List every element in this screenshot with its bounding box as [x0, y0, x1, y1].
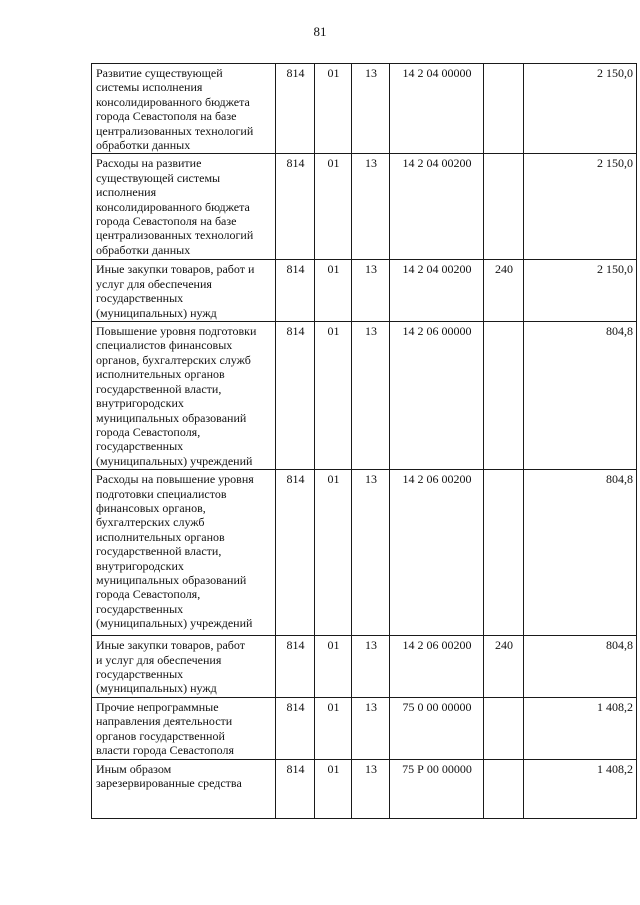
cell-program-code: 814 — [276, 759, 315, 818]
cell-name-line: государственных — [96, 291, 184, 306]
cell-name-line: города Севастополя на базе — [96, 109, 237, 124]
cell-expense-type — [484, 759, 524, 818]
page-number: 81 — [313, 24, 327, 39]
cell-name-line: внутригородских — [96, 396, 184, 411]
cell-name-line: подготовки специалистов — [96, 486, 227, 501]
cell-name-line: Повышение уровня подготовки — [96, 324, 257, 339]
cell-section: 01 — [315, 154, 352, 260]
cell-program-code: 814 — [276, 154, 315, 260]
table-row — [92, 64, 637, 154]
table-row — [92, 322, 637, 470]
cell-name-line: обработки данных — [96, 242, 191, 257]
cell-name-line: Расходы на развитие — [96, 156, 202, 171]
cell-expense-type — [484, 697, 524, 759]
cell-name-line: Прочие непрограммные — [96, 699, 219, 714]
cell-name-line: органов, бухгалтерских служб — [96, 352, 251, 367]
cell-subsection: 13 — [352, 64, 390, 154]
table-row — [92, 697, 637, 759]
cell-program-code: 814 — [276, 636, 315, 698]
cell-name-line: (муниципальных) нужд — [96, 305, 217, 320]
cell-name-line: муниципальных образований — [96, 410, 247, 425]
table-row — [92, 470, 637, 636]
cell-subsection: 13 — [352, 636, 390, 698]
cell-name-line: централизованных технологий — [96, 123, 254, 138]
cell-name-line: Иные закупки товаров, работ — [96, 638, 245, 653]
cell-program-code: 814 — [276, 697, 315, 759]
cell-amount: 2 150,0 — [524, 260, 637, 322]
cell-program-code: 814 — [276, 64, 315, 154]
cell-article: 14 2 06 00200 — [390, 470, 484, 636]
cell-expense-type: 240 — [484, 260, 524, 322]
cell-section: 01 — [315, 64, 352, 154]
cell-name-line: Иным образом — [96, 761, 172, 776]
cell-name-line: исполнительных органов — [96, 367, 225, 382]
cell-name — [92, 260, 276, 322]
cell-article: 75 0 00 00000 — [390, 697, 484, 759]
cell-subsection: 13 — [352, 759, 390, 818]
cell-name — [92, 470, 276, 636]
cell-name-line: зарезервированные средства — [96, 776, 242, 791]
cell-subsection: 13 — [352, 260, 390, 322]
cell-name-line: государственных — [96, 439, 184, 454]
cell-name — [92, 154, 276, 260]
cell-expense-type — [484, 154, 524, 260]
cell-amount: 804,8 — [524, 322, 637, 470]
cell-name-line: услуг для обеспечения — [96, 276, 212, 291]
cell-name-line: (муниципальных) учреждений — [96, 453, 253, 468]
cell-name-line: консолидированного бюджета — [96, 199, 250, 214]
cell-name-line: Иные закупки товаров, работ и — [96, 262, 255, 277]
cell-expense-type — [484, 470, 524, 636]
cell-section: 01 — [315, 636, 352, 698]
cell-section: 01 — [315, 697, 352, 759]
cell-name — [92, 64, 276, 154]
cell-name — [92, 697, 276, 759]
cell-name-line: и услуг для обеспечения — [96, 652, 222, 667]
table-row — [92, 154, 637, 260]
cell-expense-type — [484, 64, 524, 154]
table-row — [92, 260, 637, 322]
cell-expense-type — [484, 322, 524, 470]
cell-name-line: централизованных технологий — [96, 228, 254, 243]
cell-expense-type: 240 — [484, 636, 524, 698]
cell-name-line: города Севастополя, — [96, 587, 201, 602]
cell-article: 75 Р 00 00000 — [390, 759, 484, 818]
cell-name-line: государственной власти, — [96, 381, 222, 396]
cell-name-line: специалистов финансовых — [96, 338, 233, 353]
cell-name-line: государственных — [96, 666, 184, 681]
cell-name-line: (муниципальных) учреждений — [96, 616, 253, 631]
cell-article: 14 2 06 00000 — [390, 322, 484, 470]
cell-article: 14 2 04 00200 — [390, 260, 484, 322]
cell-name-line: муниципальных образований — [96, 572, 247, 587]
cell-name — [92, 322, 276, 470]
cell-amount: 2 150,0 — [524, 64, 637, 154]
cell-article: 14 2 04 00000 — [390, 64, 484, 154]
cell-name-line: консолидированного бюджета — [96, 94, 250, 109]
cell-name — [92, 759, 276, 818]
cell-amount: 1 408,2 — [524, 697, 637, 759]
cell-name-line: существующей системы — [96, 170, 221, 185]
cell-name-line: исполнительных органов — [96, 529, 225, 544]
cell-article: 14 2 06 00200 — [390, 636, 484, 698]
cell-section: 01 — [315, 759, 352, 818]
cell-name — [92, 636, 276, 698]
cell-name-line: органов государственной — [96, 728, 225, 743]
cell-subsection: 13 — [352, 322, 390, 470]
cell-name-line: власти города Севастополя — [96, 742, 235, 757]
cell-name-line: Развитие существующей — [96, 66, 223, 80]
cell-name-line: города Севастополя, — [96, 424, 201, 439]
cell-section: 01 — [315, 260, 352, 322]
cell-name-line: направления деятельности — [96, 714, 233, 729]
cell-program-code: 814 — [276, 322, 315, 470]
cell-name-line: обработки данных — [96, 138, 191, 153]
cell-article: 14 2 04 00200 — [390, 154, 484, 260]
cell-name-line: города Севастополя на базе — [96, 214, 237, 229]
cell-name-line: системы исполнения — [96, 80, 203, 95]
cell-name-line: исполнения — [96, 185, 157, 200]
cell-program-code: 814 — [276, 470, 315, 636]
cell-name-line: финансовых органов, — [96, 500, 206, 515]
cell-name-line: бухгалтерских служб — [96, 515, 205, 530]
cell-subsection: 13 — [352, 697, 390, 759]
budget-table-body — [92, 64, 637, 819]
cell-name-line: внутригородских — [96, 558, 184, 573]
cell-name-line: (муниципальных) нужд — [96, 681, 217, 696]
cell-amount: 1 408,2 — [524, 759, 637, 818]
cell-section: 01 — [315, 322, 352, 470]
budget-table — [91, 63, 637, 819]
cell-name-line: государственной власти, — [96, 544, 222, 559]
cell-subsection: 13 — [352, 154, 390, 260]
cell-subsection: 13 — [352, 470, 390, 636]
table-row — [92, 636, 637, 698]
cell-name-line: Расходы на повышение уровня — [96, 472, 254, 487]
table-row — [92, 759, 637, 818]
cell-amount: 804,8 — [524, 470, 637, 636]
cell-amount: 2 150,0 — [524, 154, 637, 260]
cell-program-code: 814 — [276, 260, 315, 322]
cell-amount: 804,8 — [524, 636, 637, 698]
cell-name-line: государственных — [96, 601, 184, 616]
cell-section: 01 — [315, 470, 352, 636]
